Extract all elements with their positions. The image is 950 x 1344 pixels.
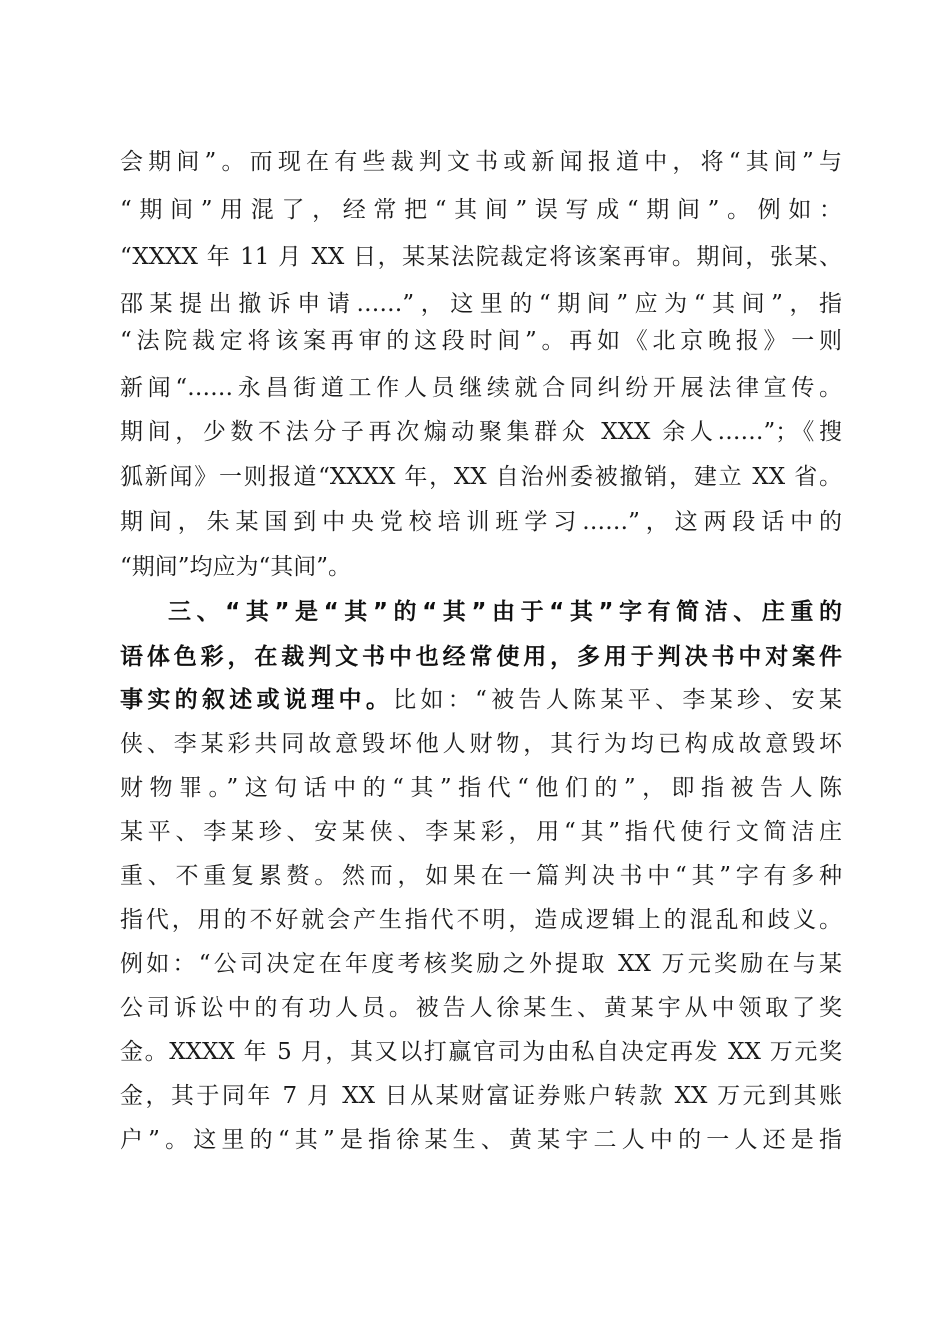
- paragraph2-line-11: 金。XXXX 年 5 月，其又以打赢官司为由私自决定再发 XX 万元奖: [120, 1039, 842, 1065]
- paragraph2-line-12: 金，其于同年 7 月 XX 日从某财富证券账户转款 XX 万元到其账: [120, 1083, 842, 1109]
- section-heading-line-2: 语体色彩，在裁判文书中也经常使用，多用于判决书中对案件: [120, 644, 842, 670]
- paragraph2-line-3-text: 比如：“被告人陈某平、李某珍、安某: [393, 687, 842, 713]
- paragraph1-line-1: 会期间”。而现在有些裁判文书或新闻报道中，将“其间”与: [120, 149, 842, 175]
- paragraph1-line-2: “期间”用混了，经常把“其间”误写成“期间”。例如：: [120, 197, 842, 223]
- paragraph1-line-3: “XXXX 年 11 月 XX 日，某某法院裁定将该案再审。期间，张某、: [120, 244, 842, 270]
- paragraph1-line-6: 新闻“……永昌街道工作人员继续就合同纠纷开展法律宣传。: [120, 375, 842, 401]
- paragraph2-line-9: 例如：“公司决定在年度考核奖励之外提取 XX 万元奖励在与某: [120, 951, 842, 977]
- paragraph2-line-3: [120, 680, 842, 720]
- paragraph2-line-6: 某平、李某珍、安某侠、李某彩，用“其”指代使行文简洁庄: [120, 819, 842, 845]
- paragraph1-line-5: “法院裁定将该案再审的这段时间”。再如《北京晚报》一则: [120, 328, 842, 354]
- paragraph2-line-10: 公司诉讼中的有功人员。被告人徐某生、黄某宇从中领取了奖: [120, 995, 842, 1021]
- section-heading-line-3: 事实的叙述或说理中。: [120, 687, 394, 713]
- paragraph1-line-4: 邵某提出撤诉申请……”，这里的“期间”应为“其间”，指: [120, 291, 842, 317]
- section-heading-line-1: 三、“其”是“其”的“其”由于“其”字有简洁、庄重的: [168, 599, 842, 625]
- paragraph1-line-8: 狐新闻》一则报道“XXXX 年，XX 自治州委被撤销，建立 XX 省。: [120, 464, 842, 490]
- paragraph2-line-13: 户”。这里的“其”是指徐某生、黄某宇二人中的一人还是指: [120, 1127, 842, 1153]
- paragraph1-line-10: “期间”均应为“其间”。: [120, 554, 352, 580]
- paragraph2-line-7: 重、不重复累赘。然而，如果在一篇判决书中“其”字有多种: [120, 863, 842, 889]
- paragraph1-line-7: 期间，少数不法分子再次煽动聚集群众 XXX 余人……”；《搜: [120, 419, 842, 445]
- paragraph2-line-5: 财物罪。”这句话中的“其”指代“他们的”，即指被告人陈: [120, 775, 842, 801]
- paragraph1-line-9: 期间，朱某国到中央党校培训班学习……”，这两段话中的: [120, 509, 842, 535]
- paragraph2-line-4: 侠、李某彩共同故意毁坏他人财物，其行为均已构成故意毁坏: [120, 731, 842, 757]
- paragraph2-line-8: 指代，用的不好就会产生指代不明，造成逻辑上的混乱和歧义。: [120, 907, 842, 933]
